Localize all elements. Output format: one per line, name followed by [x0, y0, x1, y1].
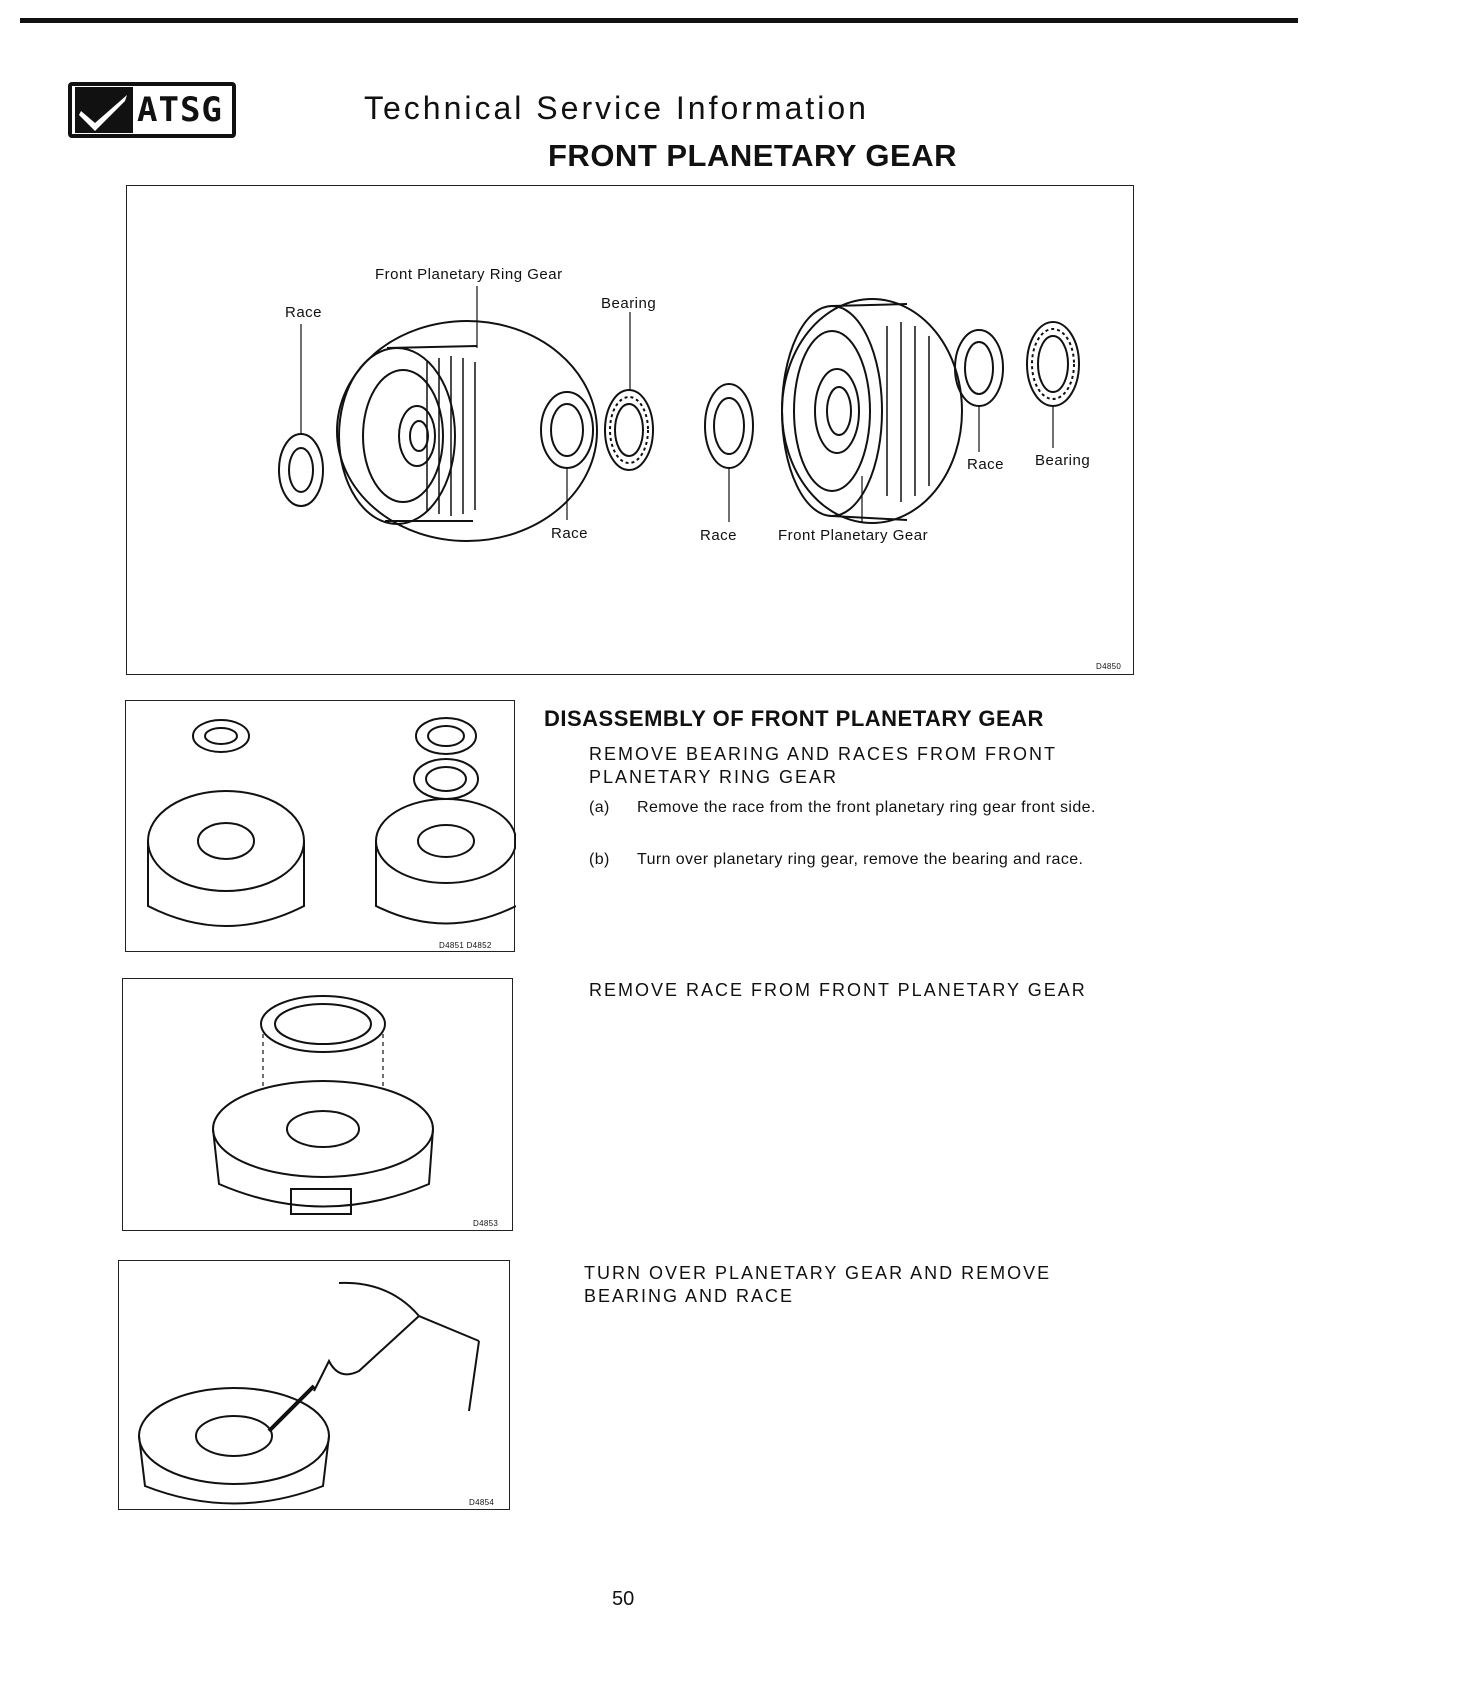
label-bearing-right: Bearing: [1035, 452, 1091, 469]
figure-c-code: D4854: [469, 1498, 495, 1507]
planetary-gear-race-figure: [122, 978, 513, 1231]
planetary-gear-race-drawing: [123, 979, 514, 1232]
label-race-right: Race: [967, 456, 1005, 473]
remove-bearing-drawing: [119, 1261, 511, 1511]
page-number: 50: [612, 1588, 635, 1610]
item-b-text: Turn over planetary ring gear, remove the bearing and race.: [637, 851, 1084, 868]
step-1-heading: [589, 743, 1057, 789]
remove-bearing-figure: [118, 1260, 510, 1510]
label-race-left: Race: [285, 304, 323, 321]
step-3-heading: [584, 1262, 1051, 1308]
header-title: Technical Service Information: [364, 90, 869, 126]
label-race-bottom-2: Race: [700, 527, 738, 544]
exploded-view-drawing: [127, 186, 1135, 676]
figure-b-code: D4853: [473, 1219, 499, 1228]
step-1-item-a: [589, 797, 1129, 843]
ring-gear-views-drawing: [126, 701, 516, 953]
section-title: DISASSEMBLY OF FRONT PLANETARY GEAR: [544, 706, 1044, 731]
step-2-heading: REMOVE RACE FROM FRONT PLANETARY GEAR: [589, 980, 1087, 1000]
step-3-line-2: BEARING AND RACE: [584, 1286, 795, 1306]
figure-a-code: D4851 D4852: [439, 941, 492, 950]
checkmark-icon: [75, 87, 133, 133]
exploded-view-figure: [126, 185, 1134, 675]
label-front-planetary-ring-gear: Front Planetary Ring Gear: [375, 266, 563, 283]
atsg-logo: [68, 82, 236, 138]
ring-gear-views-figure: [125, 700, 515, 952]
label-front-planetary-gear: Front Planetary Gear: [778, 527, 929, 544]
step-1-line-1: REMOVE BEARING AND RACES FROM FRONT: [589, 744, 1058, 764]
figure-code: D4850: [1096, 662, 1122, 671]
item-a-text: Remove the race from the front planetary ring gear front side.: [637, 799, 1096, 816]
step-1-item-b: [589, 849, 1129, 895]
page-title: FRONT PLANETARY GEAR: [548, 138, 957, 173]
item-b-key: (b): [589, 851, 610, 868]
top-rule: [20, 18, 1298, 23]
logo-text: ATSG: [137, 90, 223, 130]
label-bearing-top: Bearing: [601, 295, 657, 312]
step-1-line-2: PLANETARY RING GEAR: [589, 767, 839, 787]
label-race-bottom-1: Race: [551, 525, 589, 542]
step-3-line-1: TURN OVER PLANETARY GEAR AND REMOVE: [584, 1263, 1052, 1283]
item-a-key: (a): [589, 799, 610, 816]
